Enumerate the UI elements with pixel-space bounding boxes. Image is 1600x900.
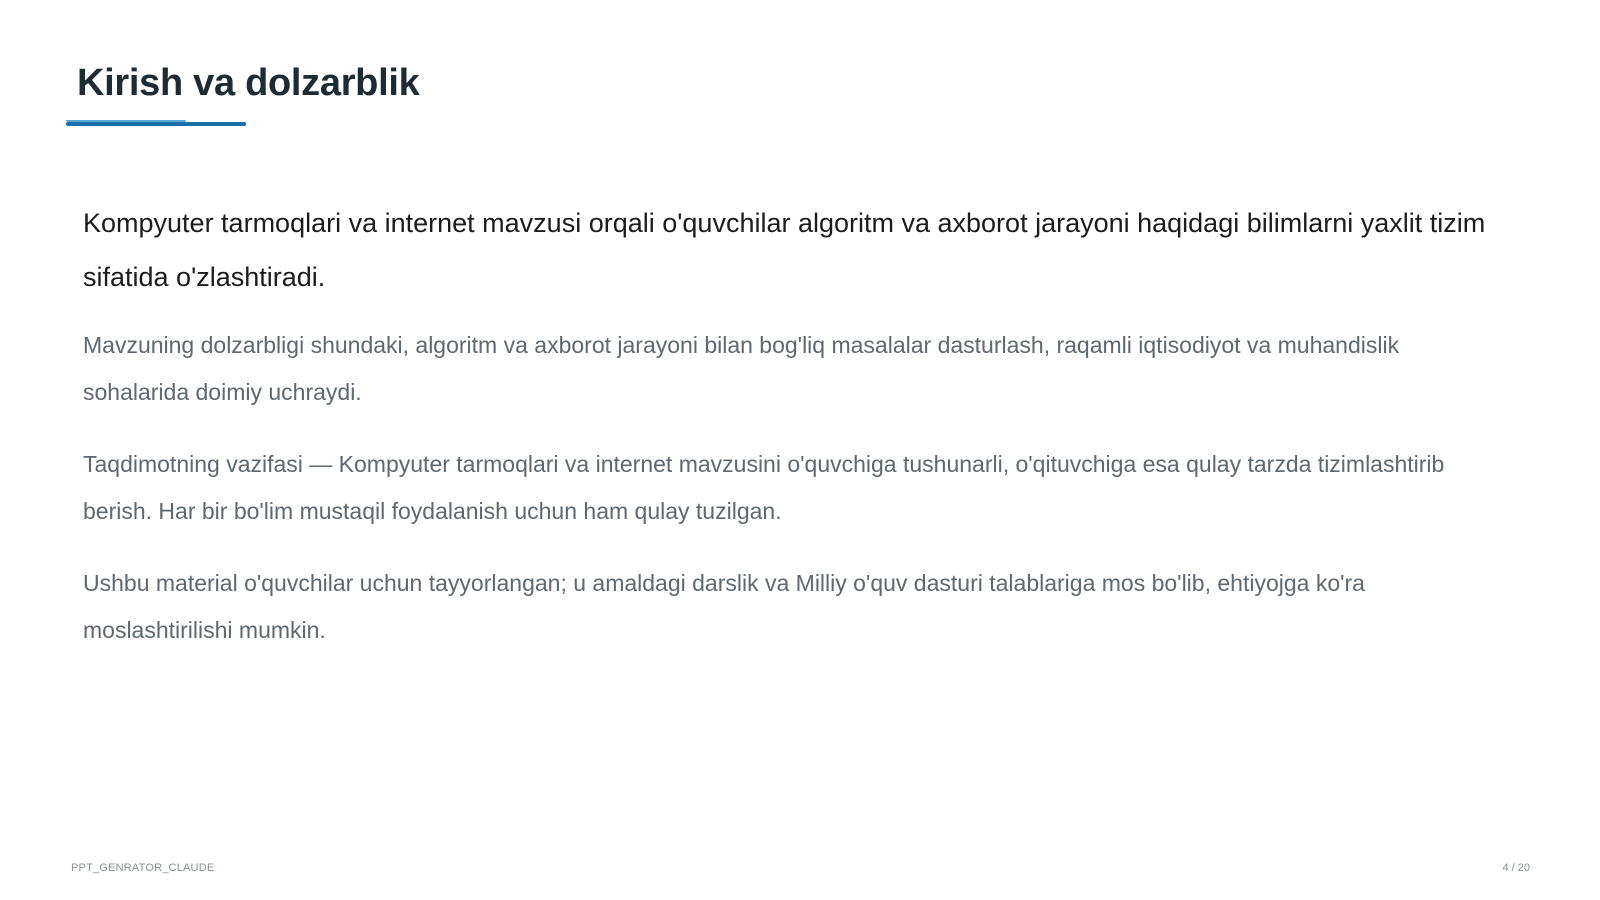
title-underline [66, 122, 246, 126]
lead-paragraph: Kompyuter tarmoqlari va internet mavzusi orqali o'quvchilar algoritm va axborot jarayoni haqidagi bilimlarni yaxlit tizim sifatida o'zlashtiradi. [83, 208, 1486, 292]
paragraph-relevance: Mavzuning dolzarbligi shundaki, algoritm va axborot jarayoni bilan bog'liq masalalar dasturlash, raqamli iqtisodiyot va muhandislik sohalarida doimiy uchraydi. [83, 332, 1400, 405]
paragraph-material: Ushbu material o'quvchilar uchun tayyorlangan; u amaldagi darslik va Milliy o'quv dasturi talablariga mos bo'lib, ehtiyojga ko'ra moslashtirilishi mumkin. [83, 570, 1365, 643]
footer-page-number: 4 / 20 [1502, 862, 1530, 874]
paragraph-task: Taqdimotning vazifasi — Kompyuter tarmoqlari va internet mavzusini o'quvchiga tushunarli, o'qituvchiga esa qulay tarzda tizimlashtirib berish. Har bir bo'lim mustaqil foydalanish uchun ham qulay tuzilgan. [83, 451, 1445, 524]
footer-source: PPT_GENRATOR_CLAUDE [71, 862, 215, 874]
slide-content [83, 196, 1503, 679]
slide-title: Kirish va dolzarblik [77, 62, 420, 104]
